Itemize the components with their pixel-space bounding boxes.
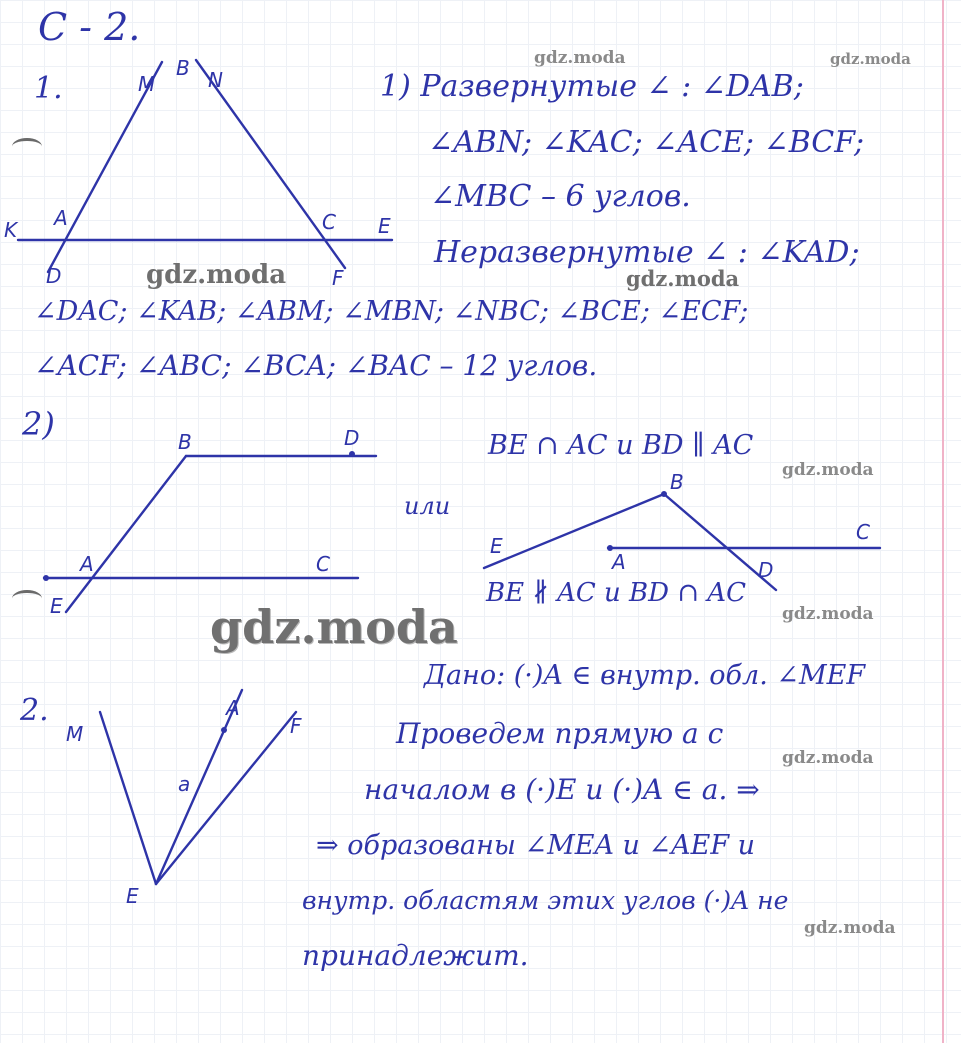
point-label-M: M <box>138 72 156 96</box>
point-label-A-4: A <box>226 696 240 720</box>
answer-line-6: ∠ACF; ∠ABC; ∠BCA; ∠BAC – 12 углов. <box>34 349 598 382</box>
given-line-5: внутр. областям этих углов (·)A не <box>302 886 789 915</box>
point-B-dot <box>661 491 667 497</box>
point-label-F-4: F <box>290 714 302 738</box>
answer-line-4: Неразвернутые ∠ : ∠KAD; <box>434 235 860 270</box>
point-label-B-2: B <box>178 430 192 454</box>
answer-line-1: 1) Развернутые ∠ : ∠DAB; <box>380 69 804 104</box>
answer-line-5: ∠DAC; ∠KAB; ∠ABM; ∠MBN; ∠NBC; ∠BCE; ∠ECF; <box>34 296 749 327</box>
given-line-6: принадлежит. <box>302 939 529 972</box>
ray-EF <box>156 712 296 884</box>
point-label-F: F <box>332 266 344 290</box>
given-line-4: ⇒ образованы ∠MEA и ∠AEF и <box>316 830 756 861</box>
ray-EM <box>100 712 156 884</box>
point-A-dot <box>43 575 49 581</box>
ray-BE-right <box>484 494 664 568</box>
point-D-dot <box>349 451 355 457</box>
watermark: gdz.moda <box>782 460 874 480</box>
point-label-E-4: E <box>126 884 139 908</box>
section1-number: 1. <box>34 71 63 106</box>
watermark: gdz.moda <box>146 260 287 290</box>
given-line-2: Проведем прямую a с <box>396 717 724 750</box>
watermark: gdz.moda <box>626 266 740 291</box>
point-label-A: A <box>54 206 68 230</box>
ray-BE <box>66 456 186 612</box>
watermark: gdz.moda <box>804 918 896 938</box>
point-label-E-2: E <box>50 594 63 618</box>
point-label-B-3: B <box>670 470 684 494</box>
point-label-A-3: A <box>612 550 626 574</box>
point-label-D-3: D <box>758 558 774 582</box>
point-label-C: C <box>322 210 336 234</box>
watermark: gdz.moda <box>830 50 911 68</box>
point-label-E: E <box>378 214 391 238</box>
watermark: gdz.moda <box>782 604 874 624</box>
point-label-D: D <box>46 264 62 288</box>
given-line-3: началом в (·)E и (·)A ∈ a. ⇒ <box>364 773 760 806</box>
answer-line-3: ∠MBC – 6 углов. <box>430 179 691 214</box>
point-label-N: N <box>208 68 223 92</box>
statement-2: BE ∦ AC и BD ∩ AC <box>486 578 746 608</box>
answer-line-2: ∠ABN; ∠KAC; ∠ACE; ∠BCF; <box>428 125 865 160</box>
statement-1: BE ∩ AC и BD ∥ AC <box>488 430 754 461</box>
point-label-M-4: M <box>66 722 84 746</box>
watermark: gdz.moda <box>534 48 626 68</box>
point-label-B: B <box>176 56 190 80</box>
page-header: С - 2. <box>38 5 141 49</box>
or-word: или <box>404 492 451 520</box>
watermark: gdz.moda <box>782 748 874 768</box>
point-label-C-3: C <box>856 520 870 544</box>
point-A-dot-3 <box>221 727 227 733</box>
section2-number: 2. <box>20 693 49 728</box>
point-label-K: K <box>4 218 18 242</box>
watermark: gdz.moda <box>210 600 458 654</box>
point-label-D-2: D <box>344 426 360 450</box>
point-label-E-3: E <box>490 534 503 558</box>
label-ray-a: a <box>178 772 191 796</box>
given-line-1: Дано: (·)A ∈ внутр. обл. ∠MEF <box>424 660 866 691</box>
part2-number: 2) <box>22 405 55 443</box>
point-label-A-2: A <box>80 552 94 576</box>
point-label-C-2: C <box>316 552 330 576</box>
